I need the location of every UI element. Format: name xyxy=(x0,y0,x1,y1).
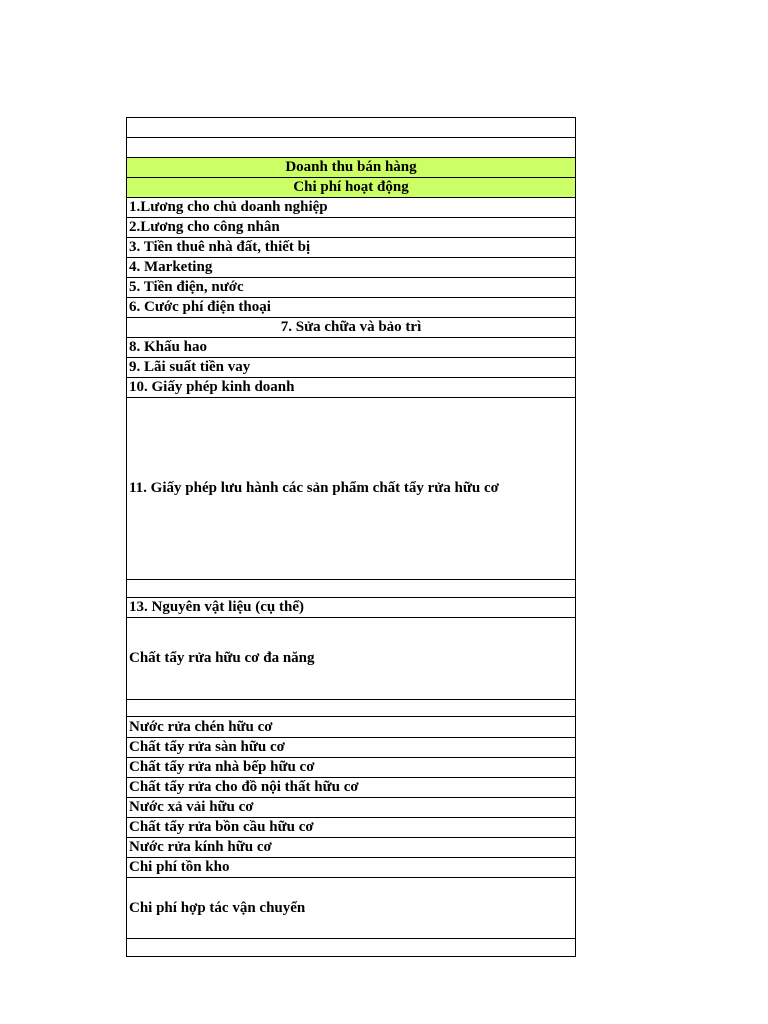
table-row: 13. Nguyên vật liệu (cụ thể) xyxy=(127,598,575,618)
table-row: Doanh thu bán hàng xyxy=(127,158,575,178)
table-row: Chất tẩy rửa nhà bếp hữu cơ xyxy=(127,758,575,778)
table-row: Chất tẩy rửa cho đồ nội thất hữu cơ xyxy=(127,778,575,798)
empty-row xyxy=(127,138,575,158)
table-row: 2.Lương cho công nhân xyxy=(127,218,575,238)
spreadsheet-table xyxy=(126,117,576,957)
table-row: 7. Sửa chữa và bảo trì xyxy=(127,318,575,338)
empty-row xyxy=(127,118,575,138)
table-row: 4. Marketing xyxy=(127,258,575,278)
table-row: 11. Giấy phép lưu hành các sản phẩm chất tẩy rửa hữu cơ xyxy=(127,398,575,580)
table-row: Chi phí hợp tác vận chuyển xyxy=(127,878,575,939)
table-row: Nước xả vải hữu cơ xyxy=(127,798,575,818)
table-row: Chất tẩy rửa hữu cơ đa năng xyxy=(127,618,575,700)
empty-row xyxy=(127,939,575,957)
table-row: 6. Cước phí điện thoại xyxy=(127,298,575,318)
table-row: Chi phí tồn kho xyxy=(127,858,575,878)
empty-row xyxy=(127,580,575,598)
table-row: 1.Lương cho chủ doanh nghiệp xyxy=(127,198,575,218)
table-row: Chi phí hoạt động xyxy=(127,178,575,198)
table-row: Nước rửa chén hữu cơ xyxy=(127,717,575,738)
table-row: 3. Tiền thuê nhà đất, thiết bị xyxy=(127,238,575,258)
table-row: 9. Lãi suất tiền vay xyxy=(127,358,575,378)
table-row: 5. Tiền điện, nước xyxy=(127,278,575,298)
empty-row xyxy=(127,700,575,717)
table-row: Nước rửa kính hữu cơ xyxy=(127,838,575,858)
table-row: 10. Giấy phép kinh doanh xyxy=(127,378,575,398)
table-row: 8. Khấu hao xyxy=(127,338,575,358)
table-row: Chất tẩy rửa bồn cầu hữu cơ xyxy=(127,818,575,838)
table-row: Chất tẩy rửa sàn hữu cơ xyxy=(127,738,575,758)
